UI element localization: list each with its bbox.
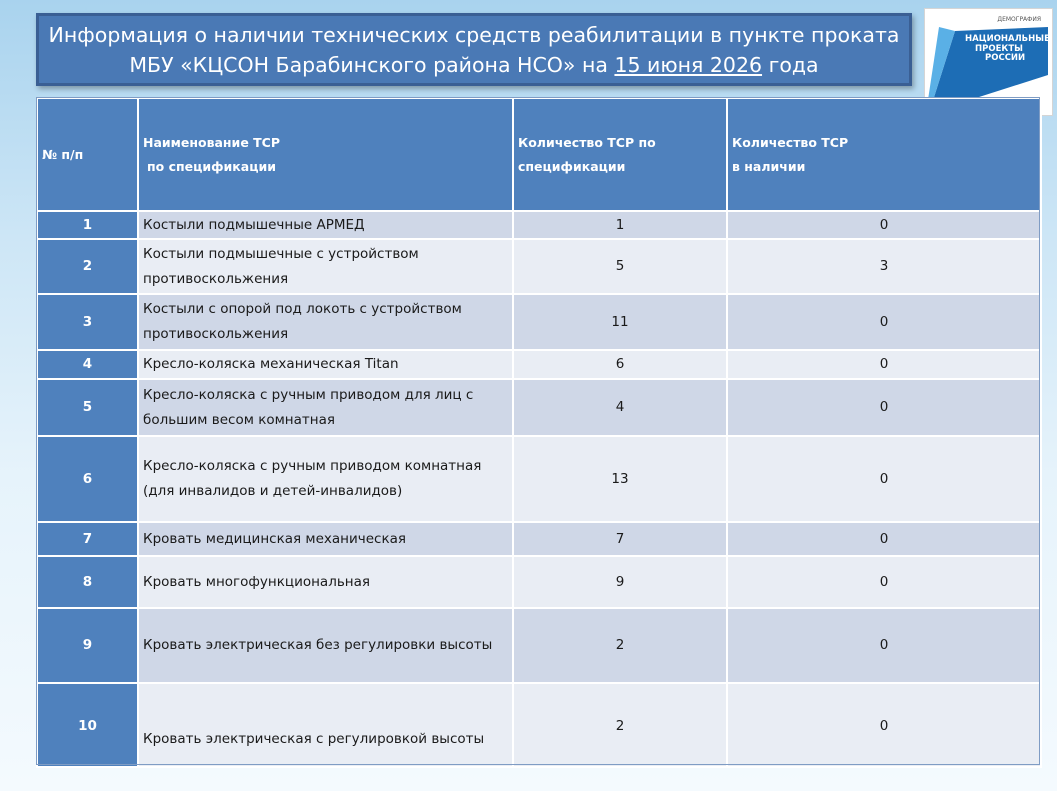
row-available-qty: 3 [727, 239, 1041, 294]
row-available-qty: 0 [727, 683, 1041, 767]
row-number: 4 [37, 350, 138, 379]
row-number: 7 [37, 522, 138, 556]
row-name: Кровать электрическая с регулировкой высоты [138, 683, 513, 767]
row-available-qty: 0 [727, 436, 1041, 522]
header-spec-qty: Количество ТСР по спецификации [513, 98, 727, 211]
table-row [37, 436, 1041, 522]
table-row [37, 379, 1041, 436]
table-row [37, 239, 1041, 294]
title-line-2-prefix: МБУ «КЦСОН Барабинского района НСО» на [129, 53, 615, 77]
row-number: 8 [37, 556, 138, 608]
table-row [37, 294, 1041, 350]
row-number: 1 [37, 211, 138, 239]
row-spec-qty: 7 [513, 522, 727, 556]
row-name: Кровать медицинская механическая [138, 522, 513, 556]
row-spec-qty: 1 [513, 211, 727, 239]
table-row [37, 556, 1041, 608]
title-line-2 [39, 50, 909, 80]
title-line-1: Информация о наличии технических средств реабилитации в пункте проката [48, 23, 900, 47]
row-available-qty: 0 [727, 350, 1041, 379]
table-row [37, 211, 1041, 239]
table-row [37, 350, 1041, 379]
row-name: Кресло-коляска с ручным приводом для лиц с большим весом комнатная [138, 379, 513, 436]
row-number: 10 [37, 683, 138, 767]
header-name: Наименование ТСР по спецификации [138, 98, 513, 211]
row-number: 2 [37, 239, 138, 294]
page-title [36, 13, 912, 86]
table-row [37, 522, 1041, 556]
header-available-qty: Количество ТСР в наличии [727, 98, 1041, 211]
logo-text-line-3: РОССИИ [985, 53, 1026, 63]
row-spec-qty: 11 [513, 294, 727, 350]
logo-small-label: ДЕМОГРАФИЯ [997, 16, 1041, 23]
row-number: 3 [37, 294, 138, 350]
row-spec-qty: 6 [513, 350, 727, 379]
logo-text [965, 34, 1050, 64]
row-name: Кровать электрическая без регулировки высоты [138, 608, 513, 683]
table-header-row [37, 98, 1041, 211]
row-number: 5 [37, 379, 138, 436]
row-number: 9 [37, 608, 138, 683]
row-name: Костыли подмышечные АРМЕД [138, 211, 513, 239]
row-name: Кресло-коляска с ручным приводом комнатная (для инвалидов и детей-инвалидов) [138, 436, 513, 522]
row-spec-qty: 5 [513, 239, 727, 294]
row-name: Кресло-коляска механическая Titan [138, 350, 513, 379]
row-available-qty: 0 [727, 294, 1041, 350]
row-available-qty: 0 [727, 556, 1041, 608]
logo-text-line-1: НАЦИОНАЛЬНЫЕ [965, 34, 1050, 44]
row-spec-qty: 9 [513, 556, 727, 608]
row-available-qty: 0 [727, 522, 1041, 556]
row-name: Кровать многофункциональная [138, 556, 513, 608]
title-line-2-suffix: года [762, 53, 819, 77]
row-spec-qty: 2 [513, 683, 727, 767]
row-spec-qty: 2 [513, 608, 727, 683]
table-row [37, 683, 1041, 767]
row-available-qty: 0 [727, 608, 1041, 683]
row-available-qty: 0 [727, 211, 1041, 239]
row-spec-qty: 4 [513, 379, 727, 436]
row-number: 6 [37, 436, 138, 522]
row-name: Костыли с опорой под локоть с устройством противоскольжения [138, 294, 513, 350]
logo-text-line-2: ПРОЕКТЫ [975, 43, 1023, 54]
title-date: 15 июня 2026 [614, 53, 763, 77]
header-num: № п/п [37, 98, 138, 211]
table-row [37, 608, 1041, 683]
row-name: Костыли подмышечные с устройством противоскольжения [138, 239, 513, 294]
tsr-table [36, 97, 1042, 768]
row-spec-qty: 13 [513, 436, 727, 522]
row-available-qty: 0 [727, 379, 1041, 436]
